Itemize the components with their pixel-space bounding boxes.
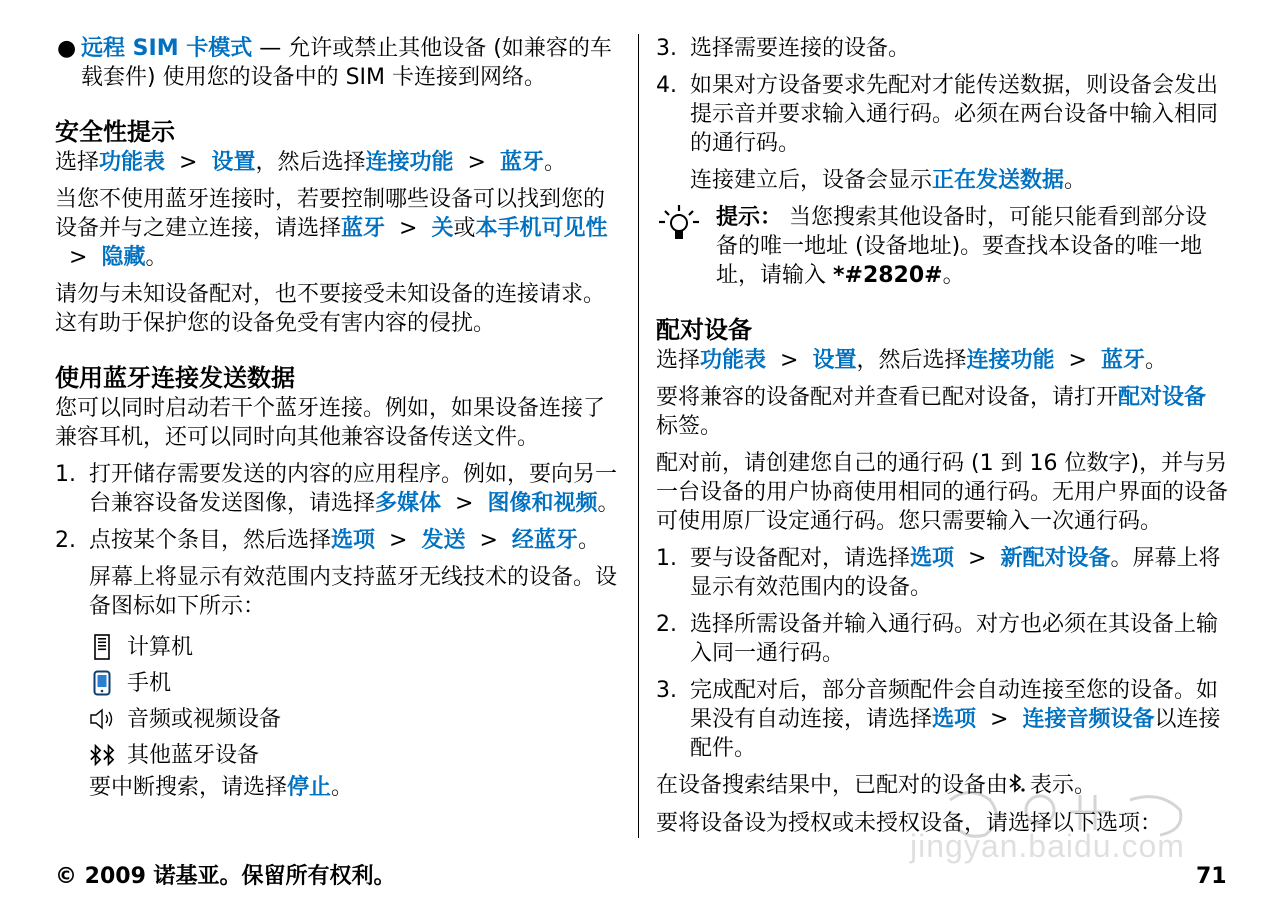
device-label: 音频或视频设备	[127, 706, 282, 732]
watermark-text: jingyan.baidu.com	[910, 828, 1185, 864]
security-paragraph-visibility	[55, 185, 625, 272]
step-text: 要与设备配对，请选择	[690, 546, 911, 571]
status-text: 连接建立后，设备会显示	[690, 168, 933, 193]
step-text: 完成配对后，部分音频配件会自动连接至您的设备。如果没有自动连接，请选择	[690, 678, 1219, 732]
link-connect-audio-device[interactable]: 连接音频设备	[1022, 707, 1155, 732]
device-label: 手机	[127, 670, 172, 696]
step-number: 3.	[656, 36, 677, 61]
pair-step-1	[656, 544, 1228, 602]
path-separator: >	[479, 528, 498, 553]
path-separator: >	[780, 348, 799, 373]
link-hidden[interactable]: 隐藏	[101, 245, 146, 270]
stop-search	[55, 773, 625, 802]
device-type-computer	[55, 629, 625, 665]
path-separator: >	[389, 528, 408, 553]
pair-paragraph-passcode: 配对前，请创建您自己的通行码 (1 到 16 位数字)，并与另一台设备的用户协商使用相同的通行码。无用户界面的设备可使用原厂设定通行码。您只需要输入一次通行码。	[656, 451, 1229, 534]
link-connectivity[interactable]: 连接功能	[365, 150, 454, 175]
link-options[interactable]: 选项	[910, 546, 955, 571]
step-text: 选择需要连接的设备。	[690, 36, 911, 61]
link-images-videos[interactable]: 图像和视频	[487, 491, 598, 516]
link-off[interactable]: 关	[431, 216, 454, 241]
path-separator: >	[399, 216, 418, 241]
tip-box	[656, 203, 1228, 290]
bullet-remote-sim	[55, 34, 625, 92]
paragraph-text: 要将兼容的设备配对并查看已配对设备，请打开	[656, 385, 1119, 410]
stop-end: 。	[331, 775, 354, 800]
left-column	[55, 34, 625, 810]
paired-device-icon	[1008, 772, 1030, 801]
pair-paragraph-tab	[656, 383, 1228, 441]
path-prefix: 选择	[55, 150, 100, 175]
device-type-bluetooth	[55, 737, 625, 773]
send-step-2	[55, 526, 625, 555]
security-menu-path	[55, 148, 625, 177]
link-bluetooth[interactable]: 蓝牙	[499, 150, 544, 175]
link-sending-data[interactable]: 正在发送数据	[932, 168, 1065, 193]
paragraph-end: 。	[145, 245, 168, 270]
tip-code: *#2820#	[833, 263, 943, 288]
send-step-1	[55, 460, 625, 518]
link-options[interactable]: 选项	[331, 528, 376, 553]
link-settings[interactable]: 设置	[211, 150, 256, 175]
link-bluetooth[interactable]: 蓝牙	[341, 216, 386, 241]
tip-label: 提示：	[716, 205, 783, 230]
link-connectivity[interactable]: 连接功能	[966, 348, 1055, 373]
heading-send-data: 使用蓝牙连接发送数据	[55, 364, 295, 392]
path-separator: >	[467, 150, 486, 175]
step-number: 2.	[656, 612, 677, 637]
link-send[interactable]: 发送	[421, 528, 466, 553]
tip-body: 当您搜索其他设备时，可能只能看到部分设备的唯一地址 (设备地址)。要查找本设备的唯一地址，请输入	[716, 205, 1208, 288]
step-number: 3.	[656, 678, 677, 703]
step-end: 。屏幕上将显示有效范围内的设备。	[690, 546, 1221, 600]
path-mid: ，然后选择	[856, 348, 967, 373]
paragraph-end: 标签。	[656, 414, 723, 439]
stop-text: 要中断搜索，请选择	[89, 775, 288, 800]
step-text: 选择所需设备并输入通行码。对方也必须在其设备上输入同一通行码。	[690, 612, 1219, 666]
device-type-audio-video	[55, 701, 625, 737]
step-number: 1.	[55, 462, 76, 487]
link-paired-devices[interactable]: 配对设备	[1118, 385, 1207, 410]
paragraph-text: 在设备搜索结果中，已配对的设备由	[656, 773, 1009, 798]
paragraph-end: 表示。	[1030, 773, 1097, 798]
heading-pair-devices: 配对设备	[656, 316, 752, 344]
path-end: 。	[543, 150, 566, 175]
path-separator: >	[1068, 348, 1087, 373]
step-number: 1.	[656, 546, 677, 571]
link-stop[interactable]: 停止	[287, 775, 332, 800]
device-label: 其他蓝牙设备	[127, 742, 260, 768]
link-phone-visibility[interactable]: 本手机可见性	[475, 216, 608, 241]
link-settings[interactable]: 设置	[812, 348, 857, 373]
send-step-3	[656, 34, 1228, 63]
bullet-dot: ●	[57, 36, 77, 61]
page-number: 71	[1196, 864, 1227, 889]
security-paragraph-unknown: 请勿与未知设备配对，也不要接受未知设备的连接请求。这有助于保护您的设备免受有害内容的侵扰。	[55, 282, 606, 336]
pair-step-2	[656, 610, 1228, 668]
link-options[interactable]: 选项	[932, 707, 977, 732]
pair-menu-path	[656, 346, 1228, 375]
phone-icon	[89, 670, 115, 696]
path-end: 。	[1144, 348, 1167, 373]
link-remote-sim-mode[interactable]: 远程 SIM 卡模式	[81, 36, 253, 61]
sending-status	[656, 166, 1228, 195]
path-separator: >	[69, 245, 88, 270]
step-end: 。	[597, 491, 620, 516]
authorize-paragraph: 要将设备设为授权或未授权设备，请选择以下选项：	[656, 810, 1163, 836]
link-via-bluetooth[interactable]: 经蓝牙	[511, 528, 578, 553]
path-separator: >	[179, 150, 198, 175]
step-text: 打开储存需要发送的内容的应用程序。例如，要向另一台兼容设备发送图像，请选择	[89, 462, 618, 516]
audio-video-icon	[89, 707, 115, 731]
send-intro: 您可以同时启动若干个蓝牙连接。例如，如果设备连接了兼容耳机，还可以同时向其他兼容设备传送文件。	[55, 396, 606, 450]
step-number: 2.	[55, 528, 76, 553]
footer-copyright: © 2009 诺基亚。保留所有权利。	[55, 864, 396, 889]
step-text: 如果对方设备要求先配对才能传送数据，则设备会发出提示音并要求输入通行码。必须在两台设备中输入相同的通行码。	[690, 73, 1219, 156]
tip-end: 。	[942, 263, 965, 288]
link-bluetooth[interactable]: 蓝牙	[1100, 348, 1145, 373]
step-text: 点按某个条目，然后选择	[89, 528, 332, 553]
path-prefix: 选择	[656, 348, 701, 373]
link-menu[interactable]: 功能表	[700, 348, 767, 373]
tip-lightbulb-icon	[656, 203, 716, 290]
computer-icon	[89, 634, 115, 660]
path-mid: ，然后选择	[255, 150, 366, 175]
link-new-paired-device[interactable]: 新配对设备	[1000, 546, 1111, 571]
paragraph-text: 当您不使用蓝牙连接时，若要控制哪些设备可以找到您的设备并与之建立连接，请选择	[55, 187, 606, 241]
device-label: 计算机	[127, 634, 194, 660]
bluetooth-device-icon	[89, 743, 115, 767]
tip-text	[716, 203, 1228, 290]
pair-step-3	[656, 676, 1228, 763]
step-end: 以连接配件。	[690, 707, 1221, 761]
step-number: 4.	[656, 73, 677, 98]
bullet-dash: —	[252, 36, 289, 61]
link-menu[interactable]: 功能表	[99, 150, 166, 175]
or-text: 或	[453, 216, 476, 241]
link-gallery[interactable]: 多媒体	[375, 491, 442, 516]
path-separator: >	[455, 491, 474, 516]
bullet-text: 允许或禁止其他设备 (如兼容的车载套件) 使用您的设备中的 SIM 卡连接到网络。	[81, 36, 612, 90]
status-end: 。	[1064, 168, 1087, 193]
path-separator: >	[968, 546, 987, 571]
device-list-intro: 屏幕上将显示有效范围内支持蓝牙无线技术的设备。设备图标如下所示：	[89, 565, 618, 619]
column-divider	[638, 34, 639, 838]
right-column	[656, 34, 1228, 846]
send-step-4	[656, 71, 1228, 158]
device-type-phone	[55, 665, 625, 701]
paired-indicator	[656, 771, 1228, 801]
path-separator: >	[990, 707, 1009, 732]
heading-security-tips: 安全性提示	[55, 118, 175, 146]
step-end: 。	[577, 528, 600, 553]
